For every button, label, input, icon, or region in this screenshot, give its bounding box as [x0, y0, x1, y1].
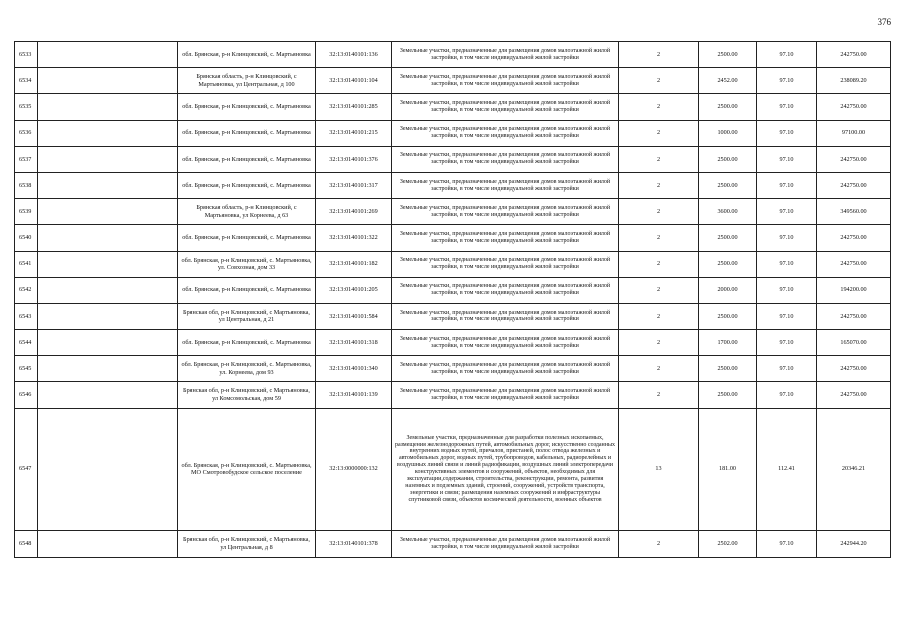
- address-cell: Брянская обл, р-н Клинцовский, с Мартьяновка, ул Комсомольская, дом 59: [178, 382, 316, 408]
- row-number: 6543: [15, 303, 38, 329]
- land-use-cell: Земельные участки, предназначенные для размещения домов малоэтажной жилой застройки, в том числе индивидуальной жилой застройки: [392, 225, 619, 251]
- address-cell: обл. Брянская, р-н Клинцовский, с. Мартьяновка: [178, 146, 316, 172]
- specific-value-cell: 97.10: [757, 277, 817, 303]
- group-cell: 2: [619, 530, 699, 557]
- row-number: 6538: [15, 172, 38, 198]
- row-number: 6547: [15, 408, 38, 530]
- table-row: [15, 172, 891, 198]
- address-cell: обл. Брянская, р-н Клинцовский, с. Мартьяновка: [178, 225, 316, 251]
- group-cell: 2: [619, 146, 699, 172]
- land-use-cell: Земельные участки, предназначенные для размещения домов малоэтажной жилой застройки, в том числе индивидуальной жилой застройки: [392, 172, 619, 198]
- table-row: [15, 120, 891, 146]
- land-use-cell: Земельные участки, предназначенные для размещения домов малоэтажной жилой застройки, в том числе индивидуальной жилой застройки: [392, 277, 619, 303]
- row-number: 6545: [15, 356, 38, 382]
- empty-cell: [38, 94, 178, 120]
- group-cell: 2: [619, 356, 699, 382]
- table-body: [15, 42, 891, 558]
- address-cell: обл. Брянская, р-н Клинцовский, с. Мартьяновка: [178, 330, 316, 356]
- cadastral-number-cell: 32:13:0140101:340: [316, 356, 392, 382]
- cadastral-number-cell: 32:13:0140101:584: [316, 303, 392, 329]
- address-cell: обл. Брянская, р-н Клинцовский, с. Мартьяновка: [178, 172, 316, 198]
- group-cell: 2: [619, 225, 699, 251]
- address-cell: обл. Брянская, р-н Клинцовский, с. Мартьяновка, ул. Совхозная, дом 33: [178, 251, 316, 277]
- table-row: [15, 356, 891, 382]
- cadastral-value-cell: 349560.00: [817, 199, 891, 225]
- specific-value-cell: 97.10: [757, 303, 817, 329]
- table-row: [15, 382, 891, 408]
- address-cell: обл. Брянская, р-н Клинцовский, с. Мартьяновка, МО Смотровобудское сельское поселение: [178, 408, 316, 530]
- row-number: 6540: [15, 225, 38, 251]
- address-cell: обл. Брянская, р-н Клинцовский, с. Мартьяновка: [178, 277, 316, 303]
- cadastral-number-cell: 32:13:0140101:269: [316, 199, 392, 225]
- empty-cell: [38, 68, 178, 94]
- area-cell: 181.00: [699, 408, 757, 530]
- empty-cell: [38, 199, 178, 225]
- cadastral-value-cell: 194200.00: [817, 277, 891, 303]
- table-row: [15, 251, 891, 277]
- area-cell: 2500.00: [699, 146, 757, 172]
- group-cell: 2: [619, 68, 699, 94]
- table-row: [15, 277, 891, 303]
- empty-cell: [38, 356, 178, 382]
- cadastral-number-cell: 32:13:0140101:318: [316, 330, 392, 356]
- land-use-cell: Земельные участки, предназначенные для размещения домов малоэтажной жилой застройки, в том числе индивидуальной жилой застройки: [392, 199, 619, 225]
- table-row: [15, 330, 891, 356]
- specific-value-cell: 97.10: [757, 382, 817, 408]
- empty-cell: [38, 251, 178, 277]
- specific-value-cell: 97.10: [757, 146, 817, 172]
- row-number: 6539: [15, 199, 38, 225]
- group-cell: 2: [619, 172, 699, 198]
- table-row: [15, 68, 891, 94]
- specific-value-cell: 97.10: [757, 172, 817, 198]
- cadastral-value-cell: 20346.21: [817, 408, 891, 530]
- land-use-cell: Земельные участки, предназначенные для размещения домов малоэтажной жилой застройки, в том числе индивидуальной жилой застройки: [392, 356, 619, 382]
- specific-value-cell: 97.10: [757, 330, 817, 356]
- group-cell: 2: [619, 120, 699, 146]
- land-use-cell: Земельные участки, предназначенные для размещения домов малоэтажной жилой застройки, в том числе индивидуальной жилой застройки: [392, 530, 619, 557]
- cadastral-value-cell: 165070.00: [817, 330, 891, 356]
- specific-value-cell: 97.10: [757, 530, 817, 557]
- group-cell: 2: [619, 94, 699, 120]
- area-cell: 2500.00: [699, 172, 757, 198]
- area-cell: 2500.00: [699, 303, 757, 329]
- group-cell: 2: [619, 277, 699, 303]
- cadastral-value-table: [14, 41, 891, 558]
- row-number: 6533: [15, 42, 38, 68]
- table-row: [15, 530, 891, 557]
- row-number: 6544: [15, 330, 38, 356]
- specific-value-cell: 97.10: [757, 94, 817, 120]
- cadastral-value-cell: 242750.00: [817, 172, 891, 198]
- cadastral-number-cell: 32:13:0140101:215: [316, 120, 392, 146]
- cadastral-value-cell: 242750.00: [817, 303, 891, 329]
- empty-cell: [38, 146, 178, 172]
- cadastral-number-cell: 32:13:0140101:136: [316, 42, 392, 68]
- land-use-cell: Земельные участки, предназначенные для размещения домов малоэтажной жилой застройки, в том числе индивидуальной жилой застройки: [392, 146, 619, 172]
- row-number: 6541: [15, 251, 38, 277]
- cadastral-number-cell: 32:13:0140101:317: [316, 172, 392, 198]
- page-number: 376: [877, 17, 891, 27]
- cadastral-value-cell: 97100.00: [817, 120, 891, 146]
- cadastral-value-cell: 242750.00: [817, 382, 891, 408]
- row-number: 6535: [15, 94, 38, 120]
- land-use-cell: Земельные участки, предназначенные для размещения домов малоэтажной жилой застройки, в том числе индивидуальной жилой застройки: [392, 330, 619, 356]
- table-row: [15, 94, 891, 120]
- table-row: [15, 408, 891, 530]
- empty-cell: [38, 225, 178, 251]
- specific-value-cell: 97.10: [757, 42, 817, 68]
- cadastral-value-cell: 242750.00: [817, 42, 891, 68]
- cadastral-number-cell: 32:13:0000000:132: [316, 408, 392, 530]
- area-cell: 2500.00: [699, 42, 757, 68]
- area-cell: 2500.00: [699, 382, 757, 408]
- specific-value-cell: 97.10: [757, 251, 817, 277]
- area-cell: 2500.00: [699, 251, 757, 277]
- cadastral-number-cell: 32:13:0140101:378: [316, 530, 392, 557]
- cadastral-number-cell: 32:13:0140101:376: [316, 146, 392, 172]
- specific-value-cell: 97.10: [757, 68, 817, 94]
- cadastral-value-cell: 242750.00: [817, 251, 891, 277]
- land-use-cell: Земельные участки, предназначенные для размещения домов малоэтажной жилой застройки, в том числе индивидуальной жилой застройки: [392, 382, 619, 408]
- cadastral-number-cell: 32:13:0140101:285: [316, 94, 392, 120]
- area-cell: 3600.00: [699, 199, 757, 225]
- address-cell: Брянская обл, р-н Клинцовский, с Мартьяновка, ул Центральная, д 21: [178, 303, 316, 329]
- empty-cell: [38, 408, 178, 530]
- land-use-cell: Земельные участки, предназначенные для разработки полезных ископаемых, размещения железнодорожных путей, автомобильных дорог, искусственно созданных внутренних водных путей, причалов, пристаней, полос отвода железных и автомобильных дорог, водных путей, трубопроводов, кабельных, радиорелейных и воздушных линий связи и линий радиофикации, воздушных линий электропередачи конструктивных элементов и сооружений, объектов, необходимых для эксплуатации,содержания, строительства, реконструкции, ремонта, развития наземных и подземных зданий, строений, сооружений, устройств транспорта, энергетики и связи; размещения наземных сооружений и инфраструктуры спутниковой связи, объектов космической деятельности, военных объектов: [392, 408, 619, 530]
- group-cell: 2: [619, 42, 699, 68]
- address-cell: обл. Брянская, р-н Клинцовский, с. Мартьяновка, ул. Корнеева, дом 93: [178, 356, 316, 382]
- group-cell: 2: [619, 199, 699, 225]
- row-number: 6546: [15, 382, 38, 408]
- area-cell: 2452.00: [699, 68, 757, 94]
- cadastral-number-cell: 32:13:0140101:322: [316, 225, 392, 251]
- cadastral-value-cell: 238089.20: [817, 68, 891, 94]
- area-cell: 2500.00: [699, 356, 757, 382]
- group-cell: 2: [619, 330, 699, 356]
- address-cell: Брянская область, р-н Клинцовский, с Мартьяновка, ул Корнеева, д 63: [178, 199, 316, 225]
- group-cell: 13: [619, 408, 699, 530]
- cadastral-number-cell: 32:13:0140101:139: [316, 382, 392, 408]
- specific-value-cell: 97.10: [757, 225, 817, 251]
- row-number: 6534: [15, 68, 38, 94]
- land-use-cell: Земельные участки, предназначенные для размещения домов малоэтажной жилой застройки, в том числе индивидуальной жилой застройки: [392, 42, 619, 68]
- address-cell: обл. Брянская, р-н Клинцовский, с. Мартьяновка: [178, 94, 316, 120]
- specific-value-cell: 97.10: [757, 120, 817, 146]
- land-use-cell: Земельные участки, предназначенные для размещения домов малоэтажной жилой застройки, в том числе индивидуальной жилой застройки: [392, 120, 619, 146]
- table-row: [15, 146, 891, 172]
- empty-cell: [38, 277, 178, 303]
- area-cell: 2500.00: [699, 94, 757, 120]
- land-use-cell: Земельные участки, предназначенные для размещения домов малоэтажной жилой застройки, в том числе индивидуальной жилой застройки: [392, 68, 619, 94]
- specific-value-cell: 112.41: [757, 408, 817, 530]
- group-cell: 2: [619, 382, 699, 408]
- empty-cell: [38, 120, 178, 146]
- cadastral-value-cell: 242750.00: [817, 356, 891, 382]
- specific-value-cell: 97.10: [757, 199, 817, 225]
- cadastral-value-cell: 242750.00: [817, 225, 891, 251]
- empty-cell: [38, 530, 178, 557]
- area-cell: 2500.00: [699, 225, 757, 251]
- empty-cell: [38, 42, 178, 68]
- table-row: [15, 225, 891, 251]
- table-row: [15, 199, 891, 225]
- area-cell: 2502.00: [699, 530, 757, 557]
- land-use-cell: Земельные участки, предназначенные для размещения домов малоэтажной жилой застройки, в том числе индивидуальной жилой застройки: [392, 303, 619, 329]
- row-number: 6536: [15, 120, 38, 146]
- row-number: 6542: [15, 277, 38, 303]
- specific-value-cell: 97.10: [757, 356, 817, 382]
- cadastral-value-cell: 242750.00: [817, 94, 891, 120]
- address-cell: Брянская область, р-н Клинцовский, с Мартьяновка, ул Центральная, д 100: [178, 68, 316, 94]
- group-cell: 2: [619, 251, 699, 277]
- cadastral-value-cell: 242750.00: [817, 146, 891, 172]
- empty-cell: [38, 330, 178, 356]
- address-cell: обл. Брянская, р-н Клинцовский, с. Мартьяновка: [178, 120, 316, 146]
- table-row: [15, 42, 891, 68]
- group-cell: 2: [619, 303, 699, 329]
- area-cell: 2000.00: [699, 277, 757, 303]
- table-row: [15, 303, 891, 329]
- row-number: 6548: [15, 530, 38, 557]
- cadastral-value-cell: 242944.20: [817, 530, 891, 557]
- row-number: 6537: [15, 146, 38, 172]
- address-cell: обл. Брянская, р-н Клинцовский, с. Мартьяновка: [178, 42, 316, 68]
- empty-cell: [38, 303, 178, 329]
- area-cell: 1000.00: [699, 120, 757, 146]
- area-cell: 1700.00: [699, 330, 757, 356]
- empty-cell: [38, 382, 178, 408]
- cadastral-number-cell: 32:13:0140101:182: [316, 251, 392, 277]
- address-cell: Брянская обл, р-н Клинцовский, с Мартьяновка, ул Центральная, д 8: [178, 530, 316, 557]
- land-use-cell: Земельные участки, предназначенные для размещения домов малоэтажной жилой застройки, в том числе индивидуальной жилой застройки: [392, 251, 619, 277]
- land-use-cell: Земельные участки, предназначенные для размещения домов малоэтажной жилой застройки, в том числе индивидуальной жилой застройки: [392, 94, 619, 120]
- cadastral-number-cell: 32:13:0140101:104: [316, 68, 392, 94]
- cadastral-number-cell: 32:13:0140101:205: [316, 277, 392, 303]
- empty-cell: [38, 172, 178, 198]
